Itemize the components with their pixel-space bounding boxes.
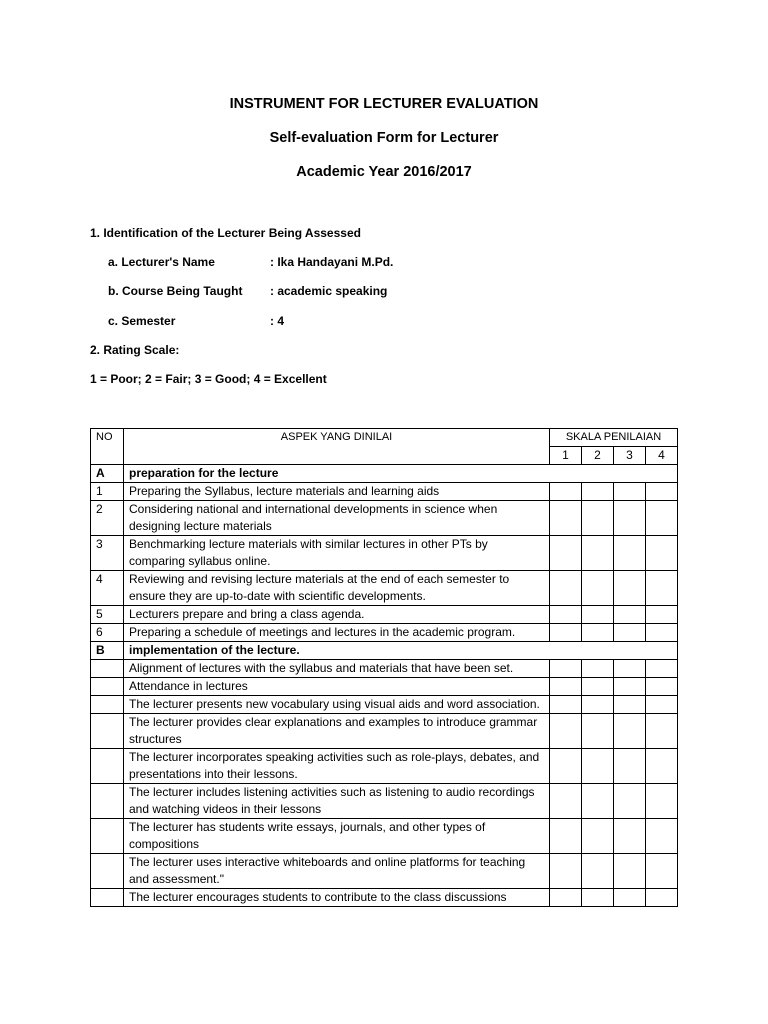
table-row bbox=[91, 660, 678, 678]
score-cell-4[interactable] bbox=[646, 660, 678, 678]
score-cell-3[interactable] bbox=[614, 784, 646, 819]
column-header-scale: SKALA PENILAIAN bbox=[550, 429, 678, 447]
academic-year: Academic Year 2016/2017 bbox=[296, 164, 472, 180]
item-number: 5 bbox=[91, 606, 124, 624]
score-cell-4[interactable] bbox=[646, 678, 678, 696]
score-cell-2[interactable] bbox=[582, 854, 614, 889]
score-cell-1[interactable] bbox=[550, 678, 582, 696]
score-cell-1[interactable] bbox=[550, 571, 582, 606]
score-cell-3[interactable] bbox=[614, 889, 646, 907]
score-cell-1[interactable] bbox=[550, 696, 582, 714]
score-cell-4[interactable] bbox=[646, 606, 678, 624]
item-text: Alignment of lectures with the syllabus and materials that have been set. bbox=[124, 660, 550, 678]
rating-scale-heading: 2. Rating Scale: bbox=[90, 343, 180, 357]
lecturer-name-value: : Ika Handayani M.Pd. bbox=[270, 255, 394, 269]
item-text: The lecturer presents new vocabulary using visual aids and word association. bbox=[124, 696, 550, 714]
score-cell-2[interactable] bbox=[582, 624, 614, 642]
score-cell-4[interactable] bbox=[646, 819, 678, 854]
score-cell-1[interactable] bbox=[550, 889, 582, 907]
score-cell-3[interactable] bbox=[614, 536, 646, 571]
scale-header-1: 1 bbox=[550, 447, 582, 465]
column-header-aspek: ASPEK YANG DINILAI bbox=[124, 429, 550, 465]
item-text: Preparing the Syllabus, lecture materials and learning aids bbox=[124, 483, 550, 501]
score-cell-2[interactable] bbox=[582, 784, 614, 819]
item-text: The lecturer has students write essays, journals, and other types of compositions bbox=[124, 819, 550, 854]
semester-value: : 4 bbox=[270, 314, 285, 328]
rating-scale-legend: 1 = Poor; 2 = Fair; 3 = Good; 4 = Excellent bbox=[90, 372, 327, 386]
item-text: Lecturers prepare and bring a class agenda. bbox=[124, 606, 550, 624]
semester-label: c. Semester bbox=[108, 314, 176, 328]
score-cell-4[interactable] bbox=[646, 889, 678, 907]
item-text: Attendance in lectures bbox=[124, 678, 550, 696]
table-header-row bbox=[91, 429, 678, 447]
identification-heading: 1. Identification of the Lecturer Being Assessed bbox=[90, 226, 361, 240]
item-number: 1 bbox=[91, 483, 124, 501]
score-cell-3[interactable] bbox=[614, 678, 646, 696]
score-cell-4[interactable] bbox=[646, 571, 678, 606]
form-title: INSTRUMENT FOR LECTURER EVALUATION bbox=[229, 96, 539, 112]
score-cell-1[interactable] bbox=[550, 624, 582, 642]
item-text: The lecturer encourages students to contribute to the class discussions bbox=[124, 889, 550, 907]
score-cell-3[interactable] bbox=[614, 606, 646, 624]
score-cell-4[interactable] bbox=[646, 749, 678, 784]
score-cell-1[interactable] bbox=[550, 714, 582, 749]
score-cell-1[interactable] bbox=[550, 483, 582, 501]
score-cell-3[interactable] bbox=[614, 571, 646, 606]
course-label: b. Course Being Taught bbox=[108, 284, 243, 298]
item-text: Benchmarking lecture materials with similar lectures in other PTs by comparing syllabus online. bbox=[124, 536, 550, 571]
score-cell-2[interactable] bbox=[582, 606, 614, 624]
form-subtitle: Self-evaluation Form for Lecturer bbox=[269, 130, 499, 146]
score-cell-1[interactable] bbox=[550, 536, 582, 571]
score-cell-4[interactable] bbox=[646, 714, 678, 749]
score-cell-4[interactable] bbox=[646, 536, 678, 571]
item-text: Preparing a schedule of meetings and lectures in the academic program. bbox=[124, 624, 550, 642]
table-row bbox=[91, 571, 678, 606]
item-number: 4 bbox=[91, 571, 124, 606]
section-row bbox=[91, 642, 678, 660]
item-text: Considering national and international developments in science when designing lecture materials bbox=[124, 501, 550, 536]
table-row bbox=[91, 483, 678, 501]
score-cell-2[interactable] bbox=[582, 819, 614, 854]
score-cell-2[interactable] bbox=[582, 571, 614, 606]
score-cell-2[interactable] bbox=[582, 483, 614, 501]
score-cell-1[interactable] bbox=[550, 854, 582, 889]
item-number bbox=[91, 889, 124, 907]
lecturer-name-label: a. Lecturer's Name bbox=[108, 255, 215, 269]
section-code: A bbox=[91, 465, 124, 483]
column-header-no: NO bbox=[91, 429, 124, 465]
scale-header-4: 4 bbox=[646, 447, 678, 465]
item-number bbox=[91, 678, 124, 696]
item-number: 6 bbox=[91, 624, 124, 642]
table-row bbox=[91, 749, 678, 784]
score-cell-2[interactable] bbox=[582, 714, 614, 749]
item-number bbox=[91, 749, 124, 784]
score-cell-1[interactable] bbox=[550, 660, 582, 678]
score-cell-1[interactable] bbox=[550, 784, 582, 819]
score-cell-2[interactable] bbox=[582, 749, 614, 784]
item-number bbox=[91, 696, 124, 714]
item-text: The lecturer includes listening activities such as listening to audio recordings and watching videos in their lessons bbox=[124, 784, 550, 819]
section-title: preparation for the lecture bbox=[124, 465, 678, 483]
section-code: B bbox=[91, 642, 124, 660]
score-cell-4[interactable] bbox=[646, 784, 678, 819]
score-cell-3[interactable] bbox=[614, 483, 646, 501]
score-cell-3[interactable] bbox=[614, 749, 646, 784]
section-row bbox=[91, 465, 678, 483]
score-cell-1[interactable] bbox=[550, 606, 582, 624]
item-text: The lecturer provides clear explanations and examples to introduce grammar structures bbox=[124, 714, 550, 749]
score-cell-3[interactable] bbox=[614, 501, 646, 536]
score-cell-3[interactable] bbox=[614, 819, 646, 854]
score-cell-2[interactable] bbox=[582, 660, 614, 678]
table-row bbox=[91, 819, 678, 854]
table-row bbox=[91, 624, 678, 642]
table-row bbox=[91, 606, 678, 624]
item-text: The lecturer incorporates speaking activities such as role-plays, debates, and presentations into their lessons. bbox=[124, 749, 550, 784]
score-cell-4[interactable] bbox=[646, 501, 678, 536]
table-row bbox=[91, 889, 678, 907]
score-cell-4[interactable] bbox=[646, 483, 678, 501]
score-cell-4[interactable] bbox=[646, 624, 678, 642]
score-cell-4[interactable] bbox=[646, 696, 678, 714]
table-row bbox=[91, 854, 678, 889]
score-cell-2[interactable] bbox=[582, 696, 614, 714]
score-cell-4[interactable] bbox=[646, 854, 678, 889]
item-number bbox=[91, 660, 124, 678]
item-number bbox=[91, 819, 124, 854]
score-cell-1[interactable] bbox=[550, 501, 582, 536]
table-body bbox=[91, 465, 678, 907]
item-number bbox=[91, 714, 124, 749]
table-row bbox=[91, 501, 678, 536]
score-cell-1[interactable] bbox=[550, 819, 582, 854]
scale-header-3: 3 bbox=[614, 447, 646, 465]
item-number: 2 bbox=[91, 501, 124, 536]
table-row bbox=[91, 714, 678, 749]
score-cell-3[interactable] bbox=[614, 660, 646, 678]
score-cell-3[interactable] bbox=[614, 714, 646, 749]
table-row bbox=[91, 784, 678, 819]
evaluation-table bbox=[90, 428, 678, 907]
score-cell-2[interactable] bbox=[582, 678, 614, 696]
item-text: The lecturer uses interactive whiteboards and online platforms for teaching and assessment." bbox=[124, 854, 550, 889]
item-number bbox=[91, 784, 124, 819]
score-cell-2[interactable] bbox=[582, 501, 614, 536]
score-cell-2[interactable] bbox=[582, 889, 614, 907]
score-cell-3[interactable] bbox=[614, 696, 646, 714]
item-text: Reviewing and revising lecture materials at the end of each semester to ensure they are up-to-date with scientific developments. bbox=[124, 571, 550, 606]
table-row bbox=[91, 696, 678, 714]
course-value: : academic speaking bbox=[270, 284, 388, 298]
item-number: 3 bbox=[91, 536, 124, 571]
score-cell-3[interactable] bbox=[614, 624, 646, 642]
score-cell-3[interactable] bbox=[614, 854, 646, 889]
table-row bbox=[91, 536, 678, 571]
scale-header-2: 2 bbox=[582, 447, 614, 465]
score-cell-2[interactable] bbox=[582, 536, 614, 571]
table-row bbox=[91, 678, 678, 696]
section-title: implementation of the lecture. bbox=[124, 642, 678, 660]
item-number bbox=[91, 854, 124, 889]
score-cell-1[interactable] bbox=[550, 749, 582, 784]
